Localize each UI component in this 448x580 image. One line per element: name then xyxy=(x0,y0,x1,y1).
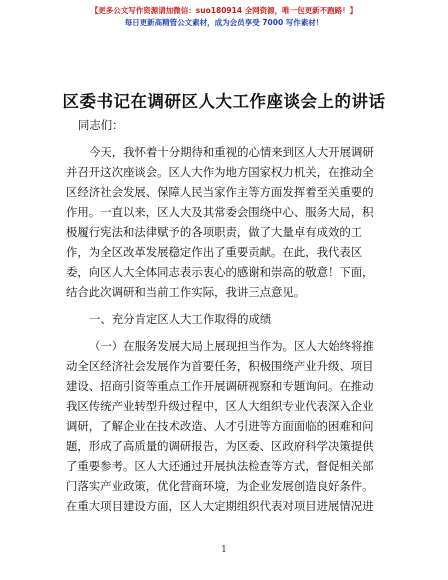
paragraph-line: 今天，我怀着十分期待和重视的心情来到区人大开展调研 xyxy=(89,145,374,159)
promo-banner xyxy=(0,5,448,29)
paragraph-line: 并召开这次座谈会。区人大作为地方国家权力机关，在推动全 xyxy=(66,165,374,179)
paragraph-line: 调研，了解企业在技术改造、人才引进等方面面临的困难和问 xyxy=(66,419,374,433)
paragraph-line: 委，向区人大全体同志表示衷心的感谢和崇高的敬意！下面， xyxy=(66,265,374,279)
paragraph-line: 题，形成了高质量的调研报告，为区委、区政府科学决策提供 xyxy=(66,439,374,453)
section-heading: 一、充分肯定区人大工作取得的成绩 xyxy=(89,312,272,326)
promo-banner-line-red: 【更多公文写作资源请加微信：suo180914 全网资源，唯一包更新不跑路！】 xyxy=(90,6,358,15)
document-body xyxy=(66,115,382,516)
paragraph-line: 了重要参考。区人大还通过开展执法检查等方式，督促相关部 xyxy=(66,459,374,473)
paragraph-line: 在重大项目建设方面，区人大定期组织代表对项目进展情况进 xyxy=(66,499,374,513)
paragraph-line: 结合此次调研和当前工作实际，我讲三点意见。 xyxy=(66,285,306,299)
paragraph-line: 作用。一直以来，区人大及其常委会围绕中心、服务大局，积 xyxy=(66,205,374,219)
paragraph-achievements xyxy=(66,336,382,516)
paragraph-line: 极履行宪法和法律赋予的各项职责，做了大量卓有成效的工 xyxy=(66,225,363,239)
paragraph-line: 门落实产业政策，优化营商环境，为企业发展创造良好条件。 xyxy=(66,479,374,493)
paragraph-opening xyxy=(66,142,382,302)
paragraph-line: 建设、招商引资等重点工作开展调研视察和专题询问。在推动 xyxy=(66,379,374,393)
salutation: 同志们： xyxy=(78,118,124,132)
paragraph-line: 动全区经济社会发展作为首要任务，积极围绕产业升级、项目 xyxy=(66,359,374,373)
paragraph-line: 作，为全区改革发展稳定作出了重要贡献。在此，我代表区 xyxy=(66,245,363,259)
paragraph-line: 我区传统产业转型升级过程中，区人大组织专业代表深入企业 xyxy=(66,399,374,413)
paragraph-line: （一）在服务发展大局上展现担当作为。区人大始终将推 xyxy=(89,339,374,353)
paragraph-line: 区经济社会发展、保障人民当家作主等方面发挥着至关重要的 xyxy=(66,185,374,199)
promo-banner-line-blue: 每日更新高精管公文素材，成为会员享受 7000 写作素材！ xyxy=(124,18,324,27)
page-number: 1 xyxy=(221,545,227,555)
document-title: 区委书记在调研区人大工作座谈会上的讲话 xyxy=(62,92,386,111)
